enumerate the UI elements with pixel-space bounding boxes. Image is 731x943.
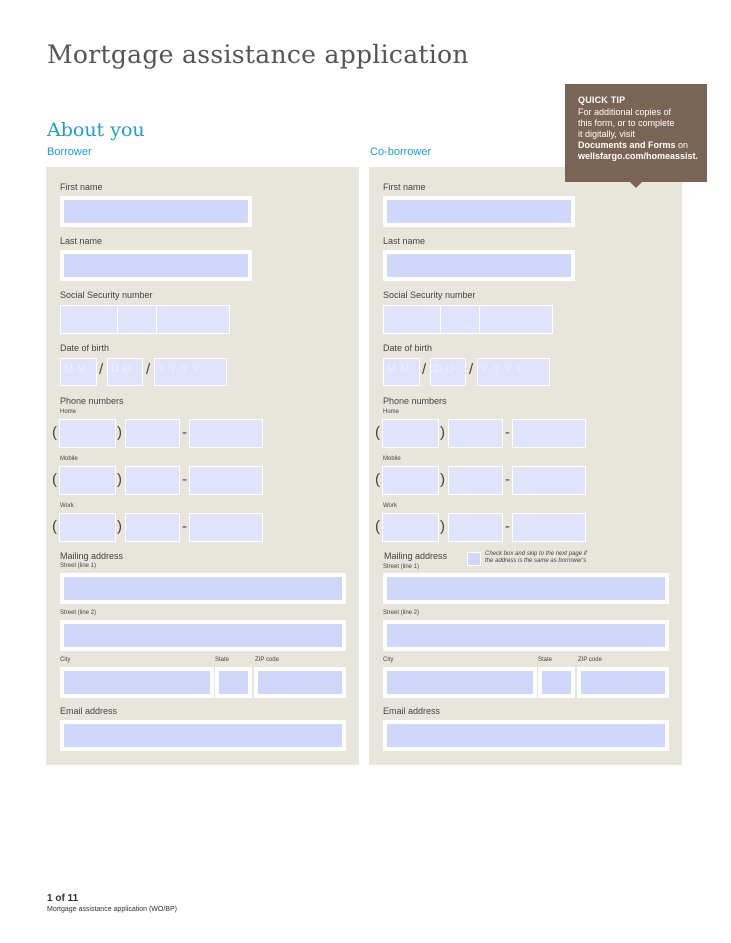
co-email-field[interactable]	[383, 720, 669, 751]
co-ssn-label: Social Security number	[383, 290, 476, 300]
co-mobile-label: Mobile	[383, 456, 401, 462]
work-label: Work	[60, 503, 74, 509]
quick-tip-box: QUICK TIP For additional copies of this form, or to complete it digitally, visit Documents and Forms on wellsfargo.com/homeassist.	[565, 84, 707, 182]
same-address-note: Check box and skip to the next page if the address is the same as borrower's	[485, 551, 587, 564]
quick-tip-title: QUICK TIP	[578, 95, 626, 105]
documents-forms-link[interactable]: Documents and Forms	[578, 140, 676, 150]
dob-year-field[interactable]: YYYY	[154, 358, 227, 386]
mobile-area-field[interactable]	[59, 466, 116, 495]
co-mobile-line-field[interactable]	[512, 466, 586, 495]
co-work-area-field[interactable]	[382, 513, 439, 542]
street1-field[interactable]	[60, 573, 346, 604]
city-label: City	[60, 657, 71, 663]
co-zip-field[interactable]	[577, 667, 669, 698]
first-name-field[interactable]	[60, 196, 252, 227]
dob-slash-1: /	[99, 361, 104, 378]
work-area-field[interactable]	[59, 513, 116, 542]
same-address-checkbox[interactable]	[467, 552, 481, 566]
co-mailing-address-label: Mailing address	[384, 551, 448, 561]
co-dob-year-field[interactable]: YYYY	[477, 358, 550, 386]
work-prefix-field[interactable]	[125, 513, 180, 542]
co-dob-day-field[interactable]: DD	[430, 358, 466, 386]
dob-label: Date of birth	[60, 343, 110, 353]
co-phone-numbers-label: Phone numbers	[383, 396, 447, 406]
street1-label: Street (line 1)	[60, 563, 97, 569]
work-line-field[interactable]	[189, 513, 263, 542]
state-label: State	[215, 657, 230, 663]
phone-numbers-label: Phone numbers	[60, 396, 124, 406]
co-work-label: Work	[383, 503, 397, 509]
co-last-name-label: Last name	[383, 236, 426, 246]
co-home-label: Home	[383, 409, 400, 415]
borrower-panel: First name Last name Social Security number Date of birth MM / DD / YYYY Phone numbers Home ( ) - Mobile ( ) - Work ( ) - Mailing address Street (line 1) Street (line 2) City State ZIP code Email address	[46, 167, 359, 765]
street2-field[interactable]	[60, 620, 346, 651]
co-state-label: State	[538, 657, 553, 663]
co-street2-field[interactable]	[383, 620, 669, 651]
co-state-field[interactable]	[538, 667, 575, 698]
mobile-prefix-field[interactable]	[125, 466, 180, 495]
co-home-area-field[interactable]	[382, 419, 439, 448]
co-home-line-field[interactable]	[512, 419, 586, 448]
co-mobile-area-field[interactable]	[382, 466, 439, 495]
first-name-label: First name	[60, 182, 103, 192]
page-number: 1 of 11	[47, 893, 79, 904]
last-name-label: Last name	[60, 236, 103, 246]
co-email-label: Email address	[383, 706, 441, 716]
co-street2-label: Street (line 2)	[383, 610, 420, 616]
coborrower-panel: First name Last name Social Security number Date of birth MM / DD / YYYY Phone numbers Home ( ) - Mobile ( ) - Work ( ) - Mailing address Check box and skip to the next page if the address is the same as borrower's Street (line 1) Street (line 2) City State ZIP code Email address	[369, 167, 682, 765]
dob-day-field[interactable]: DD	[107, 358, 143, 386]
home-area-field[interactable]	[59, 419, 116, 448]
mailing-address-label: Mailing address	[60, 551, 124, 561]
ssn-field[interactable]	[60, 305, 230, 334]
coborrower-label: Co-borrower	[370, 146, 432, 158]
co-first-name-field[interactable]	[383, 196, 575, 227]
homeassist-url[interactable]: wellsfargo.com/homeassist.	[578, 151, 699, 161]
form-name: Mortgage assistance application (WO/BP)	[47, 906, 177, 913]
co-street1-field[interactable]	[383, 573, 669, 604]
co-dob-label: Date of birth	[383, 343, 433, 353]
street2-label: Street (line 2)	[60, 610, 97, 616]
mobile-label: Mobile	[60, 456, 78, 462]
page-title: Mortgage assistance application	[47, 40, 469, 69]
co-ssn-field[interactable]	[383, 305, 553, 334]
quick-tip-pointer	[629, 181, 643, 188]
home-prefix-field[interactable]	[125, 419, 180, 448]
home-line-field[interactable]	[189, 419, 263, 448]
co-city-field[interactable]	[383, 667, 537, 698]
dob-month-field[interactable]: MM	[60, 358, 97, 386]
dob-slash-2: /	[146, 361, 151, 378]
section-title: About you	[47, 119, 145, 141]
last-name-field[interactable]	[60, 250, 252, 281]
email-label: Email address	[60, 706, 118, 716]
co-last-name-field[interactable]	[383, 250, 575, 281]
co-mobile-prefix-field[interactable]	[448, 466, 503, 495]
email-field[interactable]	[60, 720, 346, 751]
state-field[interactable]	[215, 667, 252, 698]
borrower-label: Borrower	[47, 146, 92, 158]
co-street1-label: Street (line 1)	[383, 564, 420, 570]
co-home-prefix-field[interactable]	[448, 419, 503, 448]
mobile-line-field[interactable]	[189, 466, 263, 495]
co-first-name-label: First name	[383, 182, 426, 192]
co-city-label: City	[383, 657, 394, 663]
co-work-line-field[interactable]	[512, 513, 586, 542]
zip-field[interactable]	[254, 667, 346, 698]
co-work-prefix-field[interactable]	[448, 513, 503, 542]
ssn-label: Social Security number	[60, 290, 153, 300]
co-zip-label: ZIP code	[578, 657, 602, 663]
home-label: Home	[60, 409, 77, 415]
zip-label: ZIP code	[255, 657, 279, 663]
city-field[interactable]	[60, 667, 214, 698]
co-dob-month-field[interactable]: MM	[383, 358, 420, 386]
